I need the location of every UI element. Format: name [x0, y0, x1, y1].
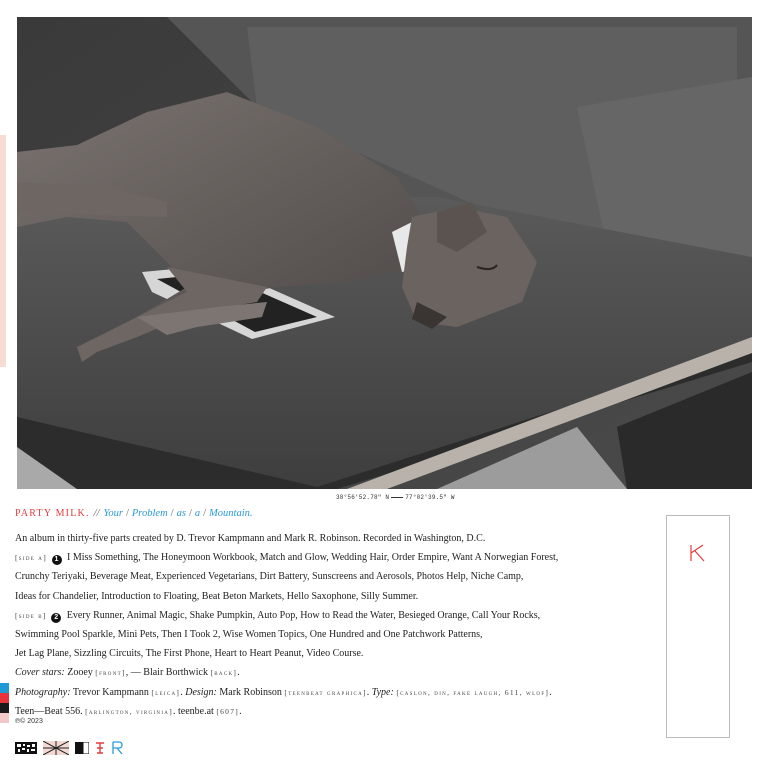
blue-r-logo-icon	[111, 741, 123, 755]
album-title-line	[15, 508, 253, 519]
title-word: Mountain.	[209, 508, 253, 519]
website: teenbe.at	[178, 705, 214, 717]
photography-label: Photography:	[15, 686, 71, 698]
design-label: Design:	[185, 686, 217, 698]
copyright: ℗© 2023	[15, 718, 43, 725]
credits-line: Photography: Trevor Kampmann [leica]. Design: Mark Robinson [teenbeat graphica]. Type: [caslon, din, fake laugh, 611, wlof].	[15, 686, 552, 698]
back-star-name: , — Blair Borthwick	[125, 667, 208, 679]
designer-name: Mark Robinson	[219, 686, 282, 698]
color-bar	[0, 693, 9, 703]
type-label: Type:	[371, 686, 394, 698]
track-list: I Miss Something, The Honeymoon Workbook, Match and Glow, Wedding Hair, Order Empire, Want A Norwegian Forest,	[67, 552, 559, 564]
side-b-line-3: Jet Lag Plane, Sizzling Circuits, The First Phone, Heart to Heart Peanut, Video Course.	[15, 648, 364, 660]
side-b-line-2: Swimming Pool Sparkle, Mini Pets, Then I Took 2, Wise Women Topics, One Hundred and One Patchwork Patterns,	[15, 628, 483, 640]
camera-tag: [leica]	[151, 687, 181, 697]
title-word: Problem	[131, 508, 168, 519]
cover-photo	[17, 17, 752, 489]
color-bar	[0, 703, 9, 713]
side-card	[666, 515, 730, 738]
liner-notes	[15, 529, 645, 721]
title-separator: //	[93, 508, 100, 519]
front-star-name: Zooey	[67, 667, 93, 679]
side-a-line-3: Ideas for Chandelier, Introduction to Floating, Beat Beton Markets, Hello Saxophone, Silly Summer.	[15, 590, 419, 602]
side-b-line-1	[15, 606, 645, 625]
back-tag: [back]	[210, 668, 238, 678]
title-word: Your	[103, 508, 123, 519]
cover-stars-end: .	[237, 667, 240, 679]
photographer-name: Trevor Kampmann	[72, 686, 149, 698]
word-separator: /	[203, 508, 207, 519]
site-tag: [607]	[216, 706, 240, 716]
color-bar	[0, 683, 9, 693]
cover-stars-label: Cover stars:	[15, 667, 65, 679]
latitude: 38°56'52.78" N	[336, 494, 390, 501]
front-tag: [front]	[95, 668, 126, 678]
qr-code-icon	[15, 742, 37, 754]
type-tag: [caslon, din, fake laugh, 611, wlof]	[396, 687, 550, 697]
place-tag: [arlington, virginia]	[85, 706, 174, 716]
cross-pattern-logo-icon	[43, 741, 69, 755]
side-a-line-1	[15, 548, 645, 567]
artist-name: PARTY MILK.	[15, 508, 90, 519]
word-separator: /	[125, 508, 129, 519]
title-word: as	[176, 508, 186, 519]
red-glyph-logo-icon	[95, 741, 105, 755]
title-word: a	[194, 508, 201, 519]
cover-stars-line	[15, 663, 645, 682]
coordinates	[336, 494, 455, 501]
side-a-line-2: Crunchy Teriyaki, Beverage Meat, Experienced Vegetarians, Dirt Battery, Sunscreens and Aerosols, Photos Help, Niche Camp,	[15, 571, 524, 583]
side-b-number-icon: 2	[51, 613, 61, 623]
side-a-label: [side a]	[15, 553, 47, 563]
coord-dash	[391, 497, 403, 498]
color-bar	[0, 713, 9, 723]
logo-row	[15, 741, 123, 755]
black-white-square-icon	[75, 742, 89, 754]
k-logo-icon	[688, 543, 708, 563]
track-list: Every Runner, Animal Magic, Shake Pumpkin, Auto Pop, How to Read the Water, Besieged Orange, Call Your Rocks,	[66, 609, 541, 621]
longitude: 77°02'39.5" W	[405, 494, 455, 501]
word-separator: /	[188, 508, 192, 519]
side-b-label: [side b]	[15, 610, 47, 620]
word-separator: /	[170, 508, 174, 519]
left-edge-strip	[0, 135, 6, 367]
description: An album in thirty-five parts created by D. Trevor Kampmann and Mark R. Robinson. Recorded in Washington, D.C.	[15, 533, 486, 544]
design-tag: [teenbeat graphica]	[284, 687, 367, 697]
side-a-number-icon: 1	[52, 555, 62, 565]
color-bars	[0, 683, 9, 723]
catalog-number: Teen—Beat 556.	[15, 705, 83, 717]
label-line: Teen—Beat 556. [arlington, virginia]. teenbe.at [607].	[15, 705, 242, 717]
